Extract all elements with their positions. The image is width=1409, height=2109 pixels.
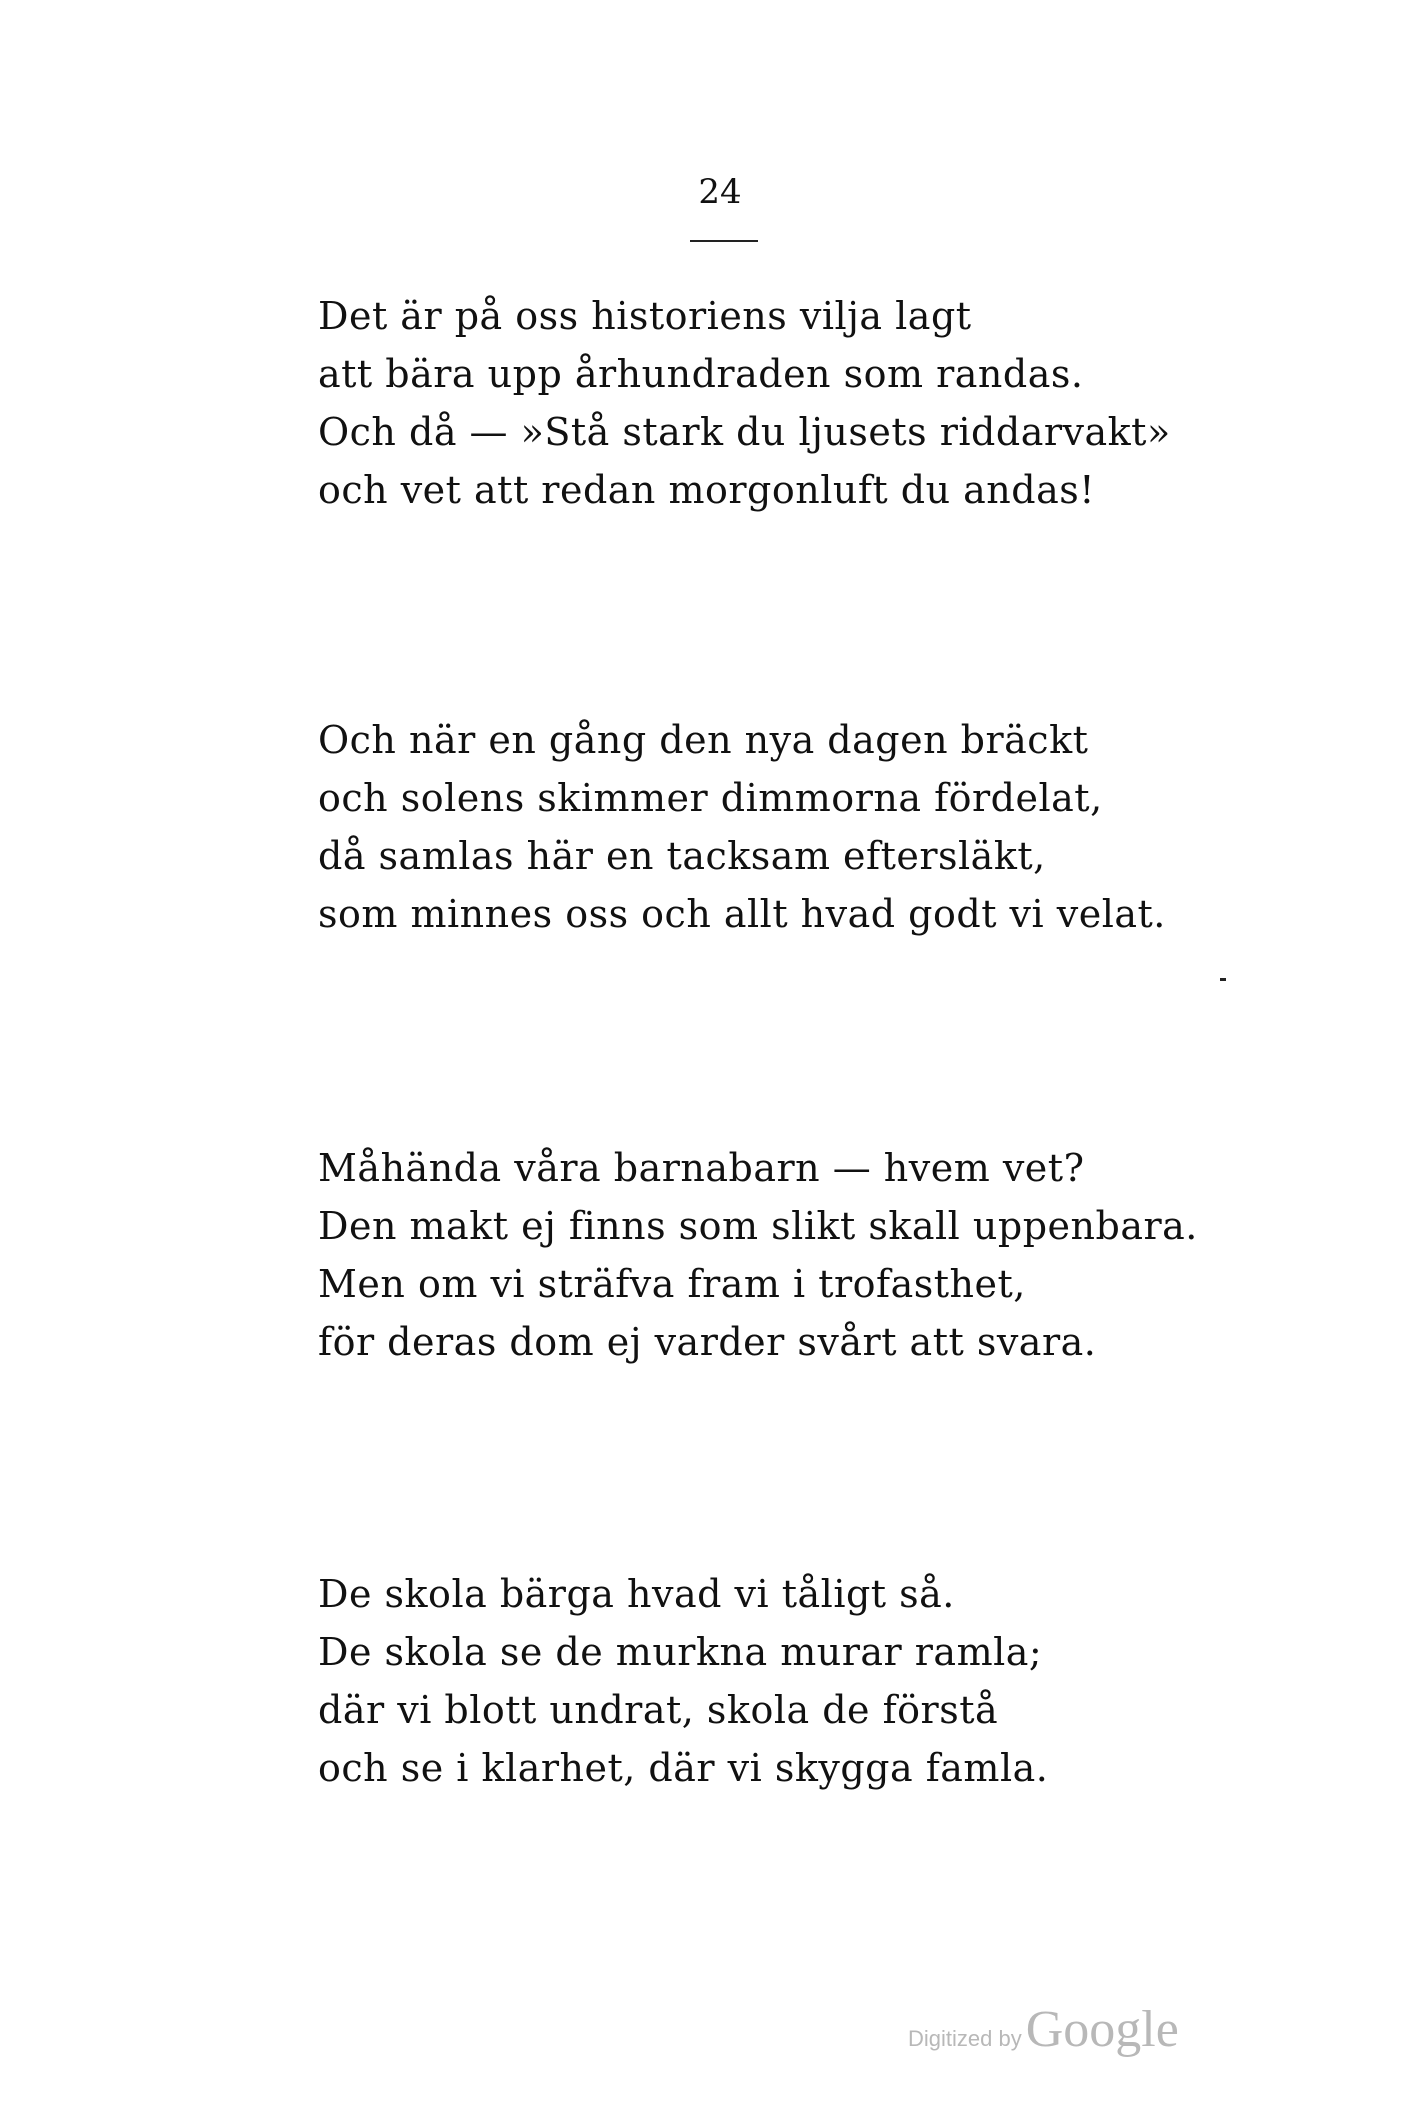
verse-line: Och när en gång den nya dagen bräckt	[318, 718, 1089, 762]
verse-line: Men om vi sträfva fram i trofasthet,	[318, 1262, 1026, 1306]
verse-line: att bära upp århundraden som randas.	[318, 352, 1084, 396]
verse-line: Den makt ej finns som slikt skall uppenbara.	[318, 1204, 1198, 1248]
header-rule	[690, 240, 758, 242]
stanza-3	[318, 1139, 1198, 1371]
verse-line: Det är på oss historiens vilja lagt	[318, 294, 972, 338]
verse-line: De skola bärga hvad vi tåligt så.	[318, 1572, 955, 1616]
stanza-4	[318, 1565, 1048, 1797]
verse-line: Måhända våra barnabarn — hvem vet?	[318, 1146, 1085, 1190]
verse-line: då samlas här en tacksam eftersläkt,	[318, 834, 1046, 878]
watermark-prefix: Digitized by	[908, 2026, 1022, 2051]
verse-line: Och då — »Stå stark du ljusets riddarvakt»	[318, 410, 1171, 454]
verse-line: och solens skimmer dimmorna fördelat,	[318, 776, 1103, 820]
digitized-watermark	[908, 2000, 1179, 2059]
page-number: 24	[698, 172, 742, 212]
verse-line: De skola se de murkna murar ramla;	[318, 1630, 1043, 1674]
verse-line: och se i klarhet, där vi skygga famla.	[318, 1746, 1049, 1790]
stanza-1	[318, 287, 1171, 519]
stanza-2	[318, 711, 1166, 943]
verse-line: och vet att redan morgonluft du andas!	[318, 468, 1096, 512]
stray-mark	[1220, 978, 1226, 981]
verse-line: där vi blott undrat, skola de förstå	[318, 1688, 999, 1732]
verse-line: för deras dom ej varder svårt att svara.	[318, 1320, 1097, 1364]
watermark-brand: Google	[1025, 2001, 1179, 2058]
verse-line: som minnes oss och allt hvad godt vi velat.	[318, 892, 1166, 936]
